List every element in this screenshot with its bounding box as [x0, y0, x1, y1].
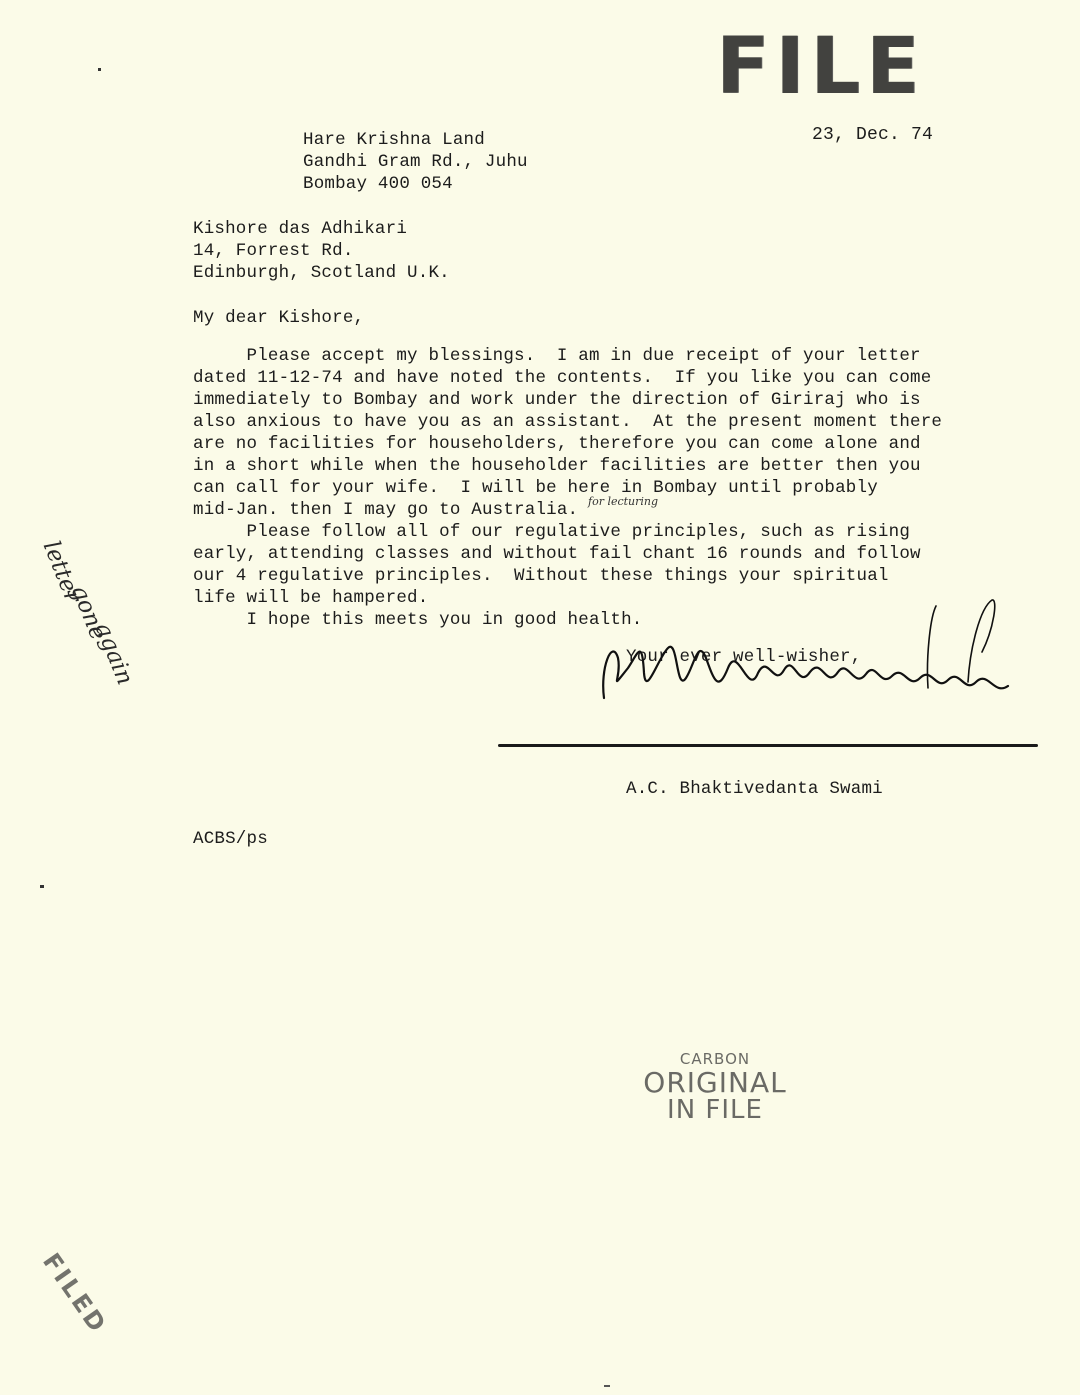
- body-line: immediately to Bombay and work under the direction of Giriraj who is: [193, 390, 921, 410]
- recipient-line: Kishore das Adhikari: [193, 219, 408, 239]
- signature-scribble: [598, 598, 1028, 716]
- signature-line: [498, 744, 1038, 747]
- stamp-line: IN FILE: [667, 1095, 763, 1126]
- body-line: are no facilities for householders, therefore you can come alone and: [193, 434, 921, 454]
- corner-stamp: FILED: [37, 1248, 113, 1340]
- body-line: early, attending classes and without fail chant 16 rounds and follow: [193, 544, 921, 564]
- recipient-line: 14, Forrest Rd.: [193, 241, 354, 261]
- body-line: also anxious to have you as an assistant. At the present moment there: [193, 412, 943, 432]
- margin-note-word: letter: [37, 537, 86, 607]
- closing: Your ever well-wisher,: [626, 647, 862, 667]
- body-line: in a short while when the householder facilities are better then you: [193, 456, 921, 476]
- body-line: life will be hampered.: [193, 588, 429, 608]
- salutation: My dear Kishore,: [193, 308, 365, 328]
- original-in-file-stamp: [640, 1052, 790, 1124]
- signatory-name: A.C. Bhaktivedanta Swami: [626, 779, 883, 799]
- stray-mark: [40, 885, 44, 888]
- margin-note-word: gone: [65, 581, 112, 644]
- body-line: can call for your wife. I will be here in Bombay until probably: [193, 478, 878, 498]
- body-line: dated 11-12-74 and have noted the contents. If you like you can come: [193, 368, 932, 388]
- body-line: our 4 regulative principles. Without these things your spiritual: [193, 566, 889, 586]
- body-line: mid-Jan. then I may go to Australia.: [193, 500, 579, 520]
- inline-handwritten-note: for lecturing: [588, 495, 659, 508]
- body-line: I hope this meets you in good health.: [193, 610, 643, 630]
- body-line: Please follow all of our regulative principles, such as rising: [193, 522, 911, 542]
- margin-note-word: again: [89, 619, 138, 689]
- sender-line: Gandhi Gram Rd., Juhu: [303, 152, 528, 172]
- stray-mark: [98, 68, 101, 71]
- stamp-line: CARBON: [679, 1050, 751, 1068]
- stamp-line: ORIGINAL: [643, 1065, 787, 1099]
- file-stamp: FILE: [716, 22, 926, 112]
- reference-initials: ACBS/ps: [193, 829, 268, 849]
- letter-date: 23, Dec. 74: [812, 125, 934, 145]
- sender-line: Bombay 400 054: [303, 174, 453, 194]
- sender-line: Hare Krishna Land: [303, 130, 485, 150]
- stray-mark: [604, 1385, 610, 1387]
- recipient-line: Edinburgh, Scotland U.K.: [193, 263, 450, 283]
- body-line: Please accept my blessings. I am in due receipt of your letter: [193, 346, 921, 366]
